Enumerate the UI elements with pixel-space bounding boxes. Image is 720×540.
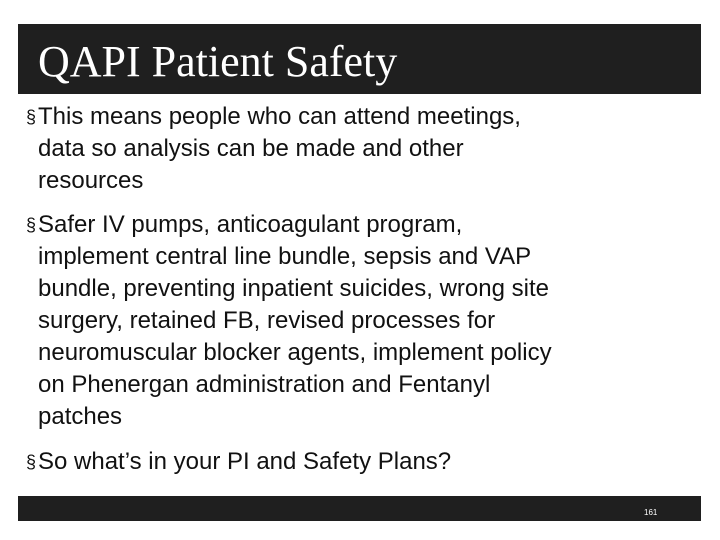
- bullet-line: resources: [38, 167, 144, 194]
- bullet-item: [26, 209, 698, 433]
- bullet-marker-icon: §: [26, 215, 37, 235]
- bullet-line: on Phenergan administration and Fentanyl: [38, 371, 491, 398]
- bullet-line: This means people who can attend meetings,: [38, 103, 521, 130]
- page-number: 161: [644, 508, 658, 517]
- bullet-line: surgery, retained FB, revised processes for: [38, 307, 496, 334]
- bullet-item: [26, 101, 698, 197]
- slide: [18, 24, 701, 521]
- bullet-line: bundle, preventing inpatient suicides, wrong site: [38, 275, 549, 302]
- bullet-line: Safer IV pumps, anticoagulant program,: [38, 211, 463, 238]
- title-bar: [18, 24, 701, 94]
- bullet-line: implement central line bundle, sepsis and VAP: [38, 243, 532, 270]
- bullet-marker-icon: §: [26, 107, 37, 127]
- bullet-line: So what’s in your PI and Safety Plans?: [38, 448, 452, 475]
- bullet-marker-icon: §: [26, 452, 37, 472]
- slide-title: QAPI Patient Safety: [38, 37, 398, 86]
- bullet-line: data so analysis can be made and other: [38, 135, 464, 162]
- footer-bar: [18, 496, 701, 521]
- bullet-item: [26, 446, 698, 478]
- slide-content: [26, 101, 698, 478]
- bullet-line: neuromuscular blocker agents, implement policy: [38, 339, 552, 366]
- bullet-line: patches: [38, 403, 123, 430]
